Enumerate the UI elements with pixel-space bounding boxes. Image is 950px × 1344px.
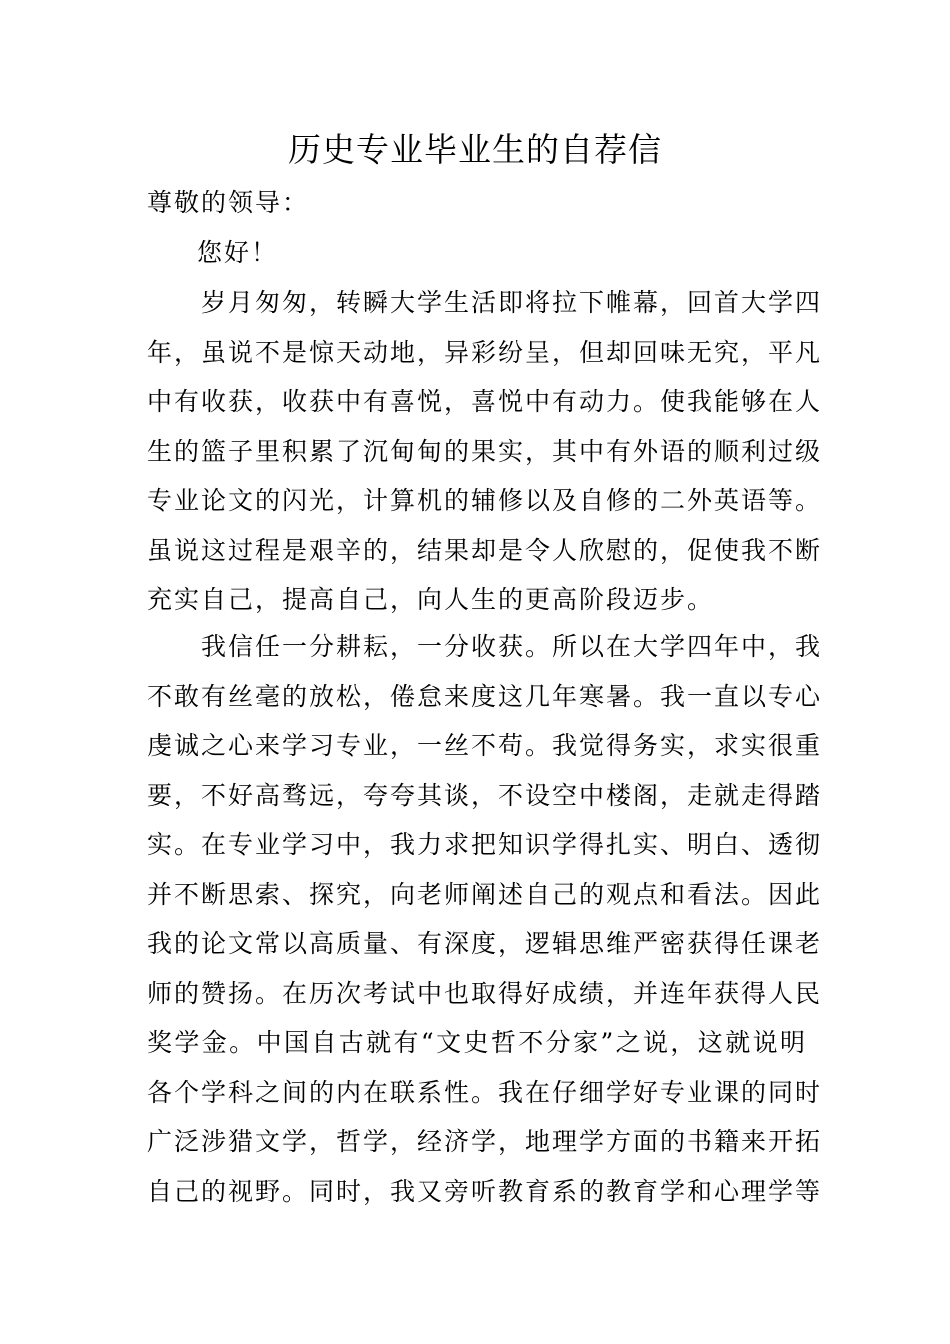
paragraph-line: 不敢有丝毫的放松，倦怠来度这几年寒暑。我一直以专心 [147,681,823,711]
paragraph-line: 各个学科之间的内在联系性。我在仔细学好专业课的同时 [147,1077,823,1107]
paragraph-line: 年，虽说不是惊天动地，异彩纷呈，但却回味无究，平凡 [147,337,823,367]
paragraph-line: 生的篮子里积累了沉甸甸的果实，其中有外语的顺利过级 [147,436,823,466]
paragraph-line: 自己的视野。同时，我又旁听教育系的教育学和心理学等 [147,1176,823,1206]
paragraph-line: 虔诚之心来学习专业，一丝不苟。我觉得务实，求实很重 [147,731,823,760]
paragraph-line: 中有收获，收获中有喜悦，喜悦中有动力。使我能够在人 [147,387,823,416]
paragraph-line: 专业论文的闪光，计算机的辅修以及自修的二外英语等。 [147,486,823,515]
paragraph-2 [147,622,823,1216]
paragraph-line: 我信任一分耕耘，一分收获。所以在大学四年中，我 [201,632,823,661]
paragraph-line: 实。在专业学习中，我力求把知识学得扎实、明白、透彻 [147,830,823,859]
paragraph-line: 师的赞扬。在历次考试中也取得好成绩，并连年获得人民 [147,978,823,1008]
paragraph-line: 我的论文常以高质量、有深度，逻辑思维严密获得任课老 [147,929,823,958]
salutation: 尊敬的领导： [147,188,310,217]
paragraph-line: 要，不好高骛远，夸夸其谈，不设空中楼阁，走就走得踏 [147,780,823,810]
paragraph-line: 充实自己，提高自己，向人生的更高阶段迈步。 [147,585,715,614]
paragraph-line: 奖学金。中国自古就有“文史哲不分家”之说，这就说明 [147,1028,807,1057]
paragraph-line: 岁月匆匆，转瞬大学生活即将拉下帷幕，回首大学四 [201,288,823,317]
paragraph-line: 并不断思索、探究，向老师阐述自己的观点和看法。因此 [147,879,823,909]
paragraph-line: 虽说这过程是艰辛的，结果却是令人欣慰的，促使我不断 [147,535,823,565]
document-title: 历史专业毕业生的自荐信 [288,130,662,169]
greeting: 您好！ [197,238,279,267]
paragraph-1 [147,278,823,625]
paragraph-line: 广泛涉猎文学，哲学，经济学，地理学方面的书籍来开拓 [147,1127,823,1156]
